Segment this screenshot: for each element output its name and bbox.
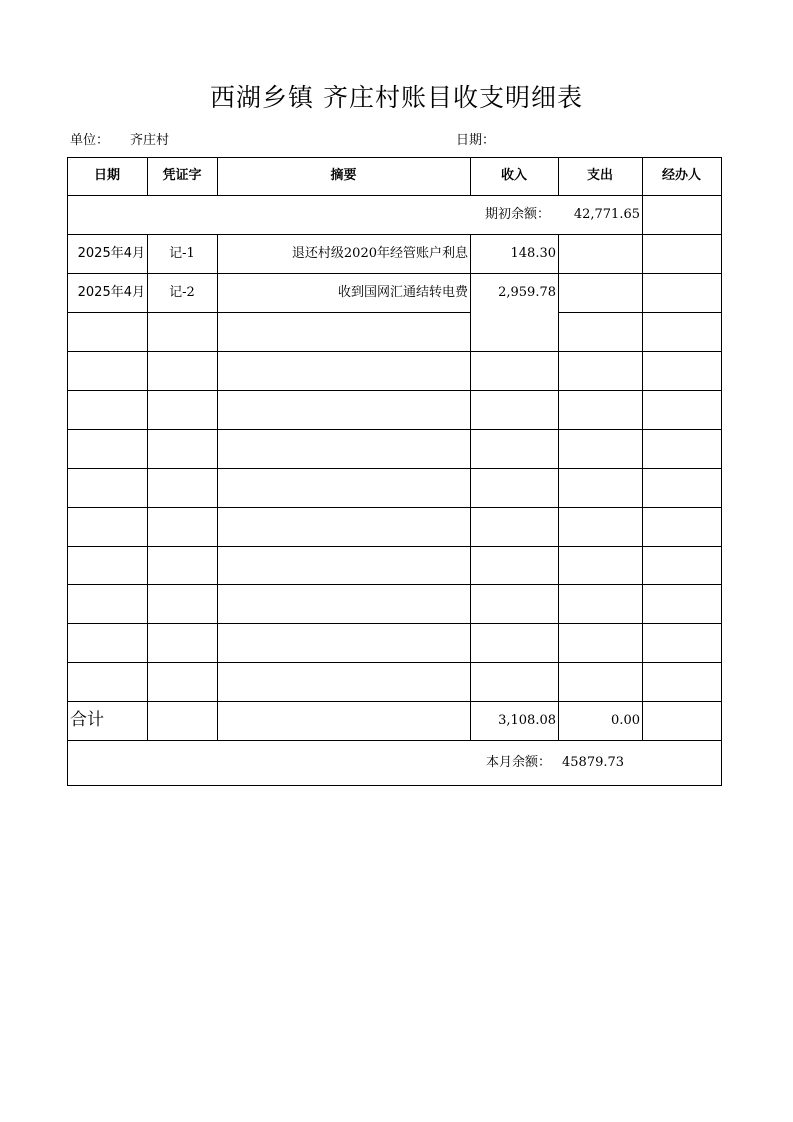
table-row-1-summary: 退还村级2020年经管账户利息 — [291, 246, 468, 261]
table-row-1-income: 148.30 — [510, 246, 556, 261]
table-line — [67, 429, 722, 430]
table-border-right — [721, 157, 722, 786]
page-title: 西湖乡镇 齐庄村账目收支明细表 — [210, 83, 583, 112]
table-line — [67, 623, 722, 624]
table-row-2-income: 2,959.78 — [498, 285, 556, 300]
unit-label: 单位： — [70, 133, 110, 148]
table-line — [642, 195, 643, 234]
table-line — [558, 234, 559, 740]
closing-balance-label: 本月余额： — [486, 755, 552, 770]
table-row-1-date: 2025年4月 — [77, 246, 145, 261]
table-line — [67, 390, 722, 391]
opening-balance-value: 42,771.65 — [573, 207, 640, 222]
closing-balance-value: 45879.73 — [562, 755, 625, 770]
table-line — [642, 234, 643, 740]
table-row-2-date: 2025年4月 — [77, 285, 145, 300]
total-expense: 0.00 — [611, 713, 640, 728]
opening-balance-label: 期初余额： — [485, 207, 551, 222]
total-label: 合计 — [70, 710, 104, 730]
table-line — [558, 312, 722, 313]
total-income: 3,108.08 — [498, 713, 556, 728]
header-summary: 摘要 — [330, 168, 357, 183]
table-line — [67, 584, 722, 585]
header-income: 收入 — [500, 168, 527, 183]
table-line — [67, 468, 722, 469]
table-row-1-voucher: 记-1 — [169, 246, 195, 261]
table-line — [67, 546, 722, 547]
header-date: 日期 — [93, 168, 120, 183]
unit-value: 齐庄村 — [130, 133, 170, 148]
table-border-bottom — [67, 785, 722, 786]
header-handler: 经办人 — [661, 168, 701, 183]
table-line — [67, 351, 722, 352]
table-row-2-voucher: 记-2 — [169, 285, 195, 300]
header-expense: 支出 — [586, 168, 613, 183]
table-line — [67, 507, 722, 508]
date-label: 日期： — [456, 133, 496, 148]
table-line — [67, 662, 722, 663]
table-row-2-summary: 收到国网汇通结转电费 — [337, 285, 468, 300]
header-voucher: 凭证字 — [162, 168, 202, 183]
table-line — [67, 312, 470, 313]
